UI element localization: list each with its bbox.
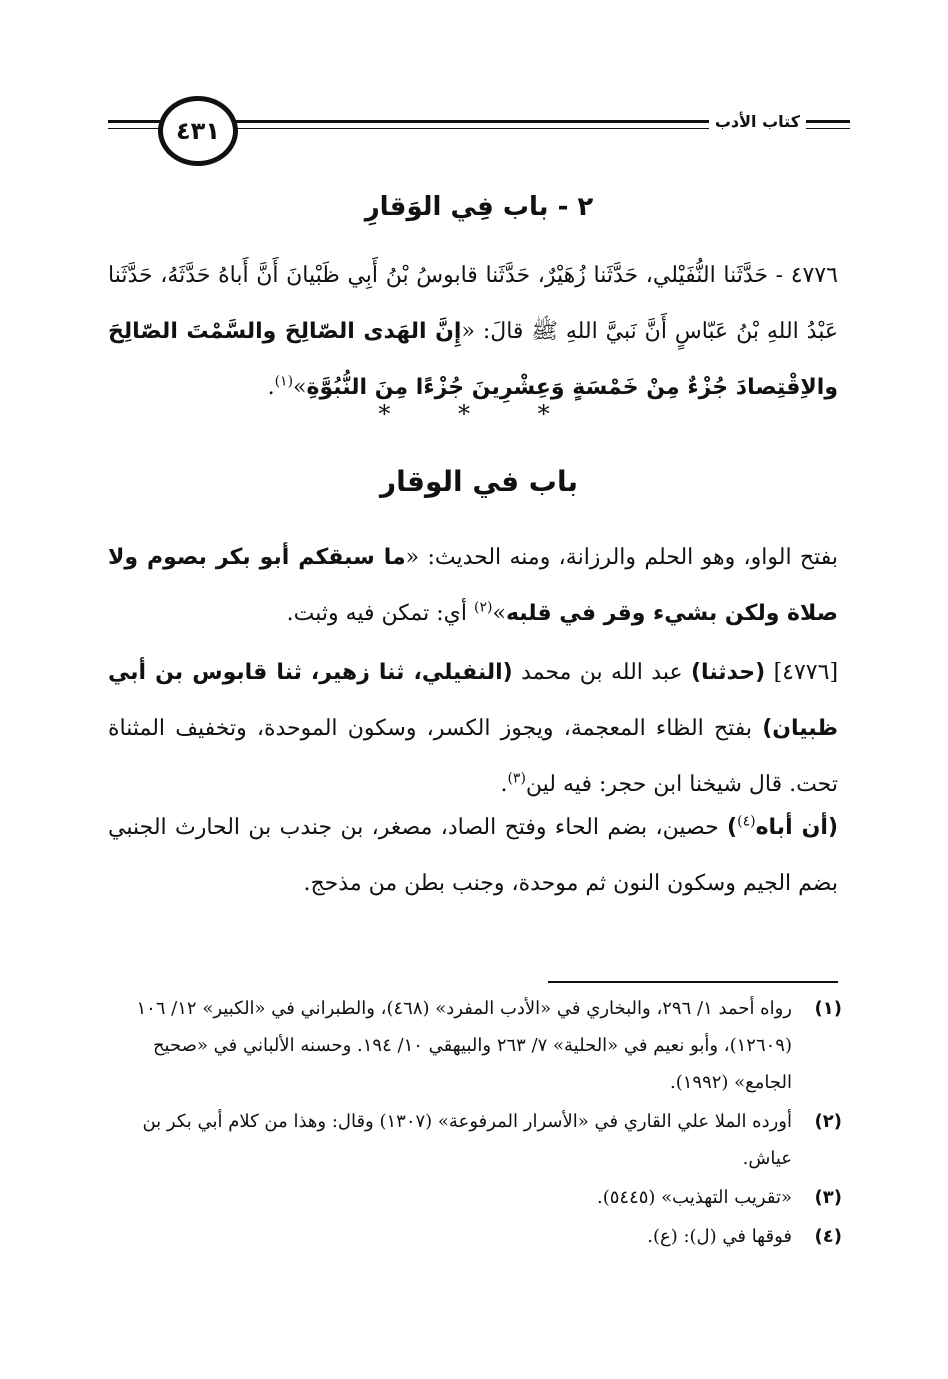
footnote-number: (٢)	[814, 1111, 842, 1132]
text-segment: أي: تمكن فيه وثبت.	[286, 601, 474, 626]
commentary-paragraph-2	[108, 645, 838, 813]
footnote-2	[100, 1103, 842, 1177]
footnote-ref-3[interactable]: (٣)	[507, 770, 526, 787]
hadith-number: [٤٧٧٦]	[765, 660, 839, 685]
hadith-text	[108, 248, 838, 416]
footnote-1	[100, 990, 842, 1101]
text-segment: عبد الله بن محمد	[512, 660, 691, 685]
hadith-chain: ٤٧٧٦ - حَدَّثَنا النُّفَيْلي، حَدَّثَنا زُهَيْرٌ، حَدَّثَنا قابوسُ بْنُ أَبِي ظَبْيانَ أَنَّ أَباهُ حَدَّثَهُ، حَدَّثَنا عَبْدُ اللهِ بْنُ عَبّاسٍ أَنَّ نَبيَّ اللهِ ﷺ قالَ: «	[108, 263, 838, 344]
footnote-text: أورده الملا علي القاري في «الأسرار المرفوعة» (١٣٠٧) وقال: وهذا من كلام أبي بكر بن عياش.	[142, 1111, 792, 1169]
bold-segment: (أن أباه	[755, 815, 838, 840]
footnote-4	[100, 1218, 842, 1255]
footnote-text: «تقريب التهذيب» (٥٤٤٥).	[597, 1187, 792, 1208]
text-segment: »	[492, 601, 506, 626]
bold-segment: )	[727, 815, 738, 840]
page-number: ٤٣١	[158, 96, 238, 166]
bold-segment: (حدثنا)	[691, 660, 766, 685]
footnote-ref-1[interactable]: (١)	[274, 373, 294, 390]
footnote-number: (٤)	[814, 1226, 842, 1247]
section-separator: * * *	[378, 400, 580, 428]
quoted-hadith: ما سبقكم أبو بكر بصوم ولا صلاة ولكن بشيء وقر في قلبه	[108, 545, 838, 626]
hadith-matn: إِنَّ الهَدى الصّالِحَ والسَّمْتَ الصّالِحَ والاِقْتِصادَ جُزْءٌ مِنْ خَمْسَةٍ وَعِشْرِينَ جُزْءًا مِنَ النُّبُوَّةِ	[108, 319, 838, 400]
commentary-paragraph-3	[108, 800, 838, 912]
footnote-text: فوقها في (ل): (ع).	[647, 1226, 792, 1247]
text-segment: حصين، بضم الحاء وفتح الصاد، مصغر، بن جندب بن الحارث الجنبي بضم الجيم وسكون النون ثم موحدة، وجنب بطن من مذحج.	[108, 815, 838, 896]
text-segment: بفتح الواو، وهو الحلم والرزانة، ومنه الحديث: «	[405, 545, 839, 570]
commentary-heading: باب في الوقار	[380, 465, 578, 498]
footnote-divider	[548, 981, 838, 983]
page-header	[108, 92, 850, 172]
footnote-ref-2[interactable]: (٢)	[474, 599, 493, 616]
hadith-period: .	[267, 375, 275, 400]
commentary-paragraph-1	[108, 530, 838, 642]
text-segment: بفتح الظاء المعجمة، ويجوز الكسر، وسكون الموحدة، وتخفيف المثناة تحت. قال شيخنا ابن حجر: فيه لين	[108, 716, 838, 797]
book-title: كتاب الأدب	[709, 112, 806, 131]
footnotes	[100, 990, 842, 1257]
text-segment: .	[500, 772, 508, 797]
bold-segment: (النفيلي، ثنا زهير، ثنا قابوس بن أبي ظبيان)	[108, 660, 838, 741]
footnote-number: (٣)	[814, 1187, 842, 1208]
footnote-ref-4[interactable]: (٤)	[737, 813, 756, 830]
footnote-text: رواه أحمد ١/ ٢٩٦، والبخاري في «الأدب المفرد» (٤٦٨)، والطبراني في «الكبير» ١٢/ ١٠٦ (١٢٦٠٩)، وأبو نعيم في «الحلية» ٧/ ٢٦٣ والبيهقي ١٠/ ١٩٤. وحسنه الألباني في «صحيح الجامع» (١٩٩٢).	[136, 998, 792, 1093]
hadith-quote-end: »	[293, 375, 307, 400]
footnote-3	[100, 1179, 842, 1216]
section-heading: ٢ - باب فِي الوَقارِ	[364, 192, 594, 222]
footnote-number: (١)	[814, 998, 842, 1019]
